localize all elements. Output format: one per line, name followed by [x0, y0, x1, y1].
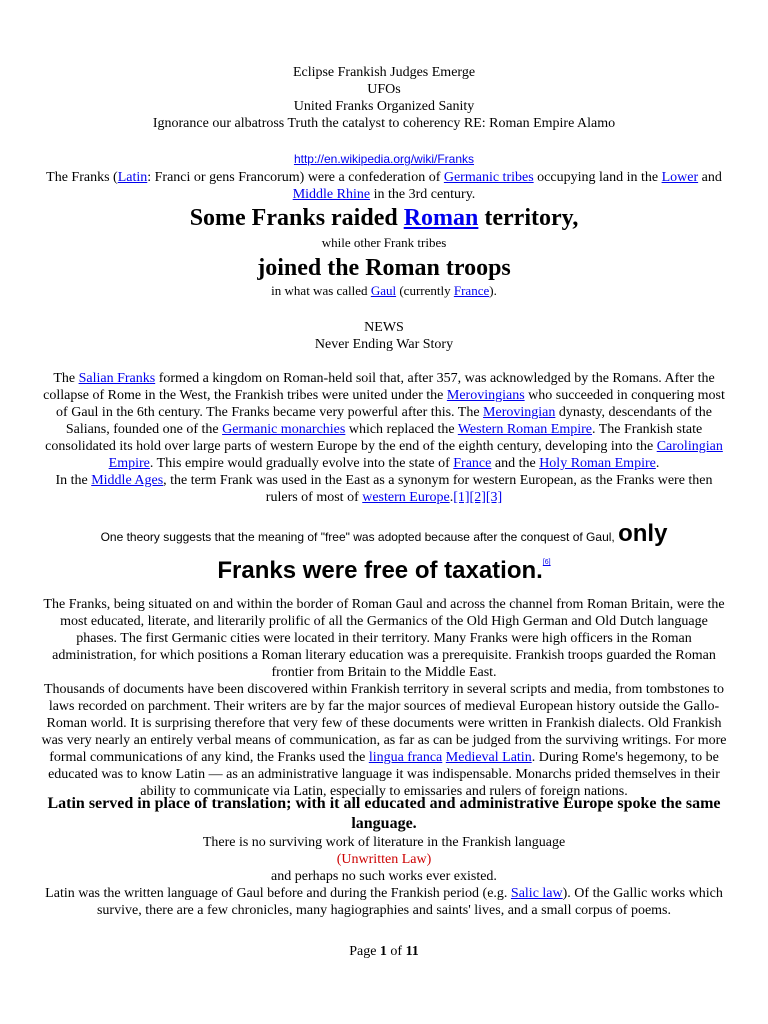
link-lower[interactable]: Lower: [661, 170, 699, 185]
para-text: The Franks, being situated on and within the border of Roman Gaul and across the channel from Roman Britain, were the most educated, literate, and literarily prolific of all the Germanics of the Old High German and Old Dutch language phases. The first Germanic cities were located in their territory. Many Franks were high officers in the Roman administration, for which positions a Roman literary education was a prerequisite. Frankish troops guarded the Roman frontier from Britain to the Middle East.: [43, 597, 725, 680]
para-text: who succeeded in conquering most of Gaul in the 6th century. The Franks became very powerful after this. The: [56, 388, 725, 420]
document-header: [40, 64, 728, 132]
page-number: 1: [379, 944, 387, 959]
para-text: Thousands of documents have been discovered within Frankish territory in several scripts and media, from tombstones to laws recorded on parchment. Their writers are by far the major sources of medieval European history outside the Gallo-Roman world. It is surprising therefore that very few of these documents were written in Frankish dialects. Old Frankish was very nearly an entirely verbal means of communication, as far as can be judged from the surviving writings. For more formal communications of any kind, the Franks used the: [41, 682, 727, 765]
ref-1[interactable]: [1]: [453, 490, 470, 505]
link-latin[interactable]: Latin: [117, 170, 148, 185]
ref-6[interactable]: [6]: [542, 559, 551, 566]
header-line-1: Eclipse Frankish Judges Emerge: [292, 65, 476, 80]
intro-text: : Franci or gens Francorum) were a confederation of: [147, 170, 444, 185]
para-line: and perhaps no such works ever existed.: [271, 869, 497, 884]
link-france[interactable]: France: [453, 283, 490, 298]
link-lingua-franca[interactable]: lingua franca: [368, 750, 443, 765]
link-merovingians[interactable]: Merovingians: [446, 388, 525, 403]
para-text: . During Rome's hegemony, to be educated was to know Latin — as an administrative language it was indispensable. Monarchs prided themselves in their ability to communicate via Latin, especially to emissaries and rulers of foreign nations.: [48, 750, 720, 799]
page-total: 11: [405, 944, 419, 959]
link-medieval-latin[interactable]: Medieval Latin: [445, 750, 532, 765]
ref-2[interactable]: [2]: [469, 490, 486, 505]
intro-text: and: [698, 170, 722, 185]
link-germanic-monarchies[interactable]: Germanic monarchies: [222, 422, 346, 437]
intro-paragraph: [40, 169, 728, 203]
link-salian-franks[interactable]: Salian Franks: [78, 371, 156, 386]
para-text: .: [449, 490, 454, 505]
para-text: In the: [55, 473, 92, 488]
link-merovingian[interactable]: Merovingian: [483, 405, 556, 420]
subline-other-tribes: while other Frank tribes: [321, 235, 447, 250]
para-text: , the term Frank was used in the East as a synonym for western European, as the Franks were then rulers of most of: [163, 473, 713, 505]
link-middle-ages[interactable]: Middle Ages: [91, 473, 164, 488]
news-subtitle: Never Ending War Story: [314, 337, 454, 352]
header-line-3: United Franks Organized Sanity: [293, 99, 475, 114]
para-text: Latin was the written language of Gaul before and during the Frankish period (e.g.: [45, 886, 511, 901]
para-text: . This empire would gradually evolve into the state of: [149, 456, 454, 471]
intro-text: The Franks (: [46, 170, 118, 185]
taxation-text: Franks were free of taxation.: [217, 557, 543, 584]
link-germanic-tribes[interactable]: Germanic tribes: [443, 170, 534, 185]
subline-gaul: [40, 283, 728, 299]
unwritten-law-note: (Unwritten Law): [336, 852, 432, 867]
para-text: dynasty, descendants of the Salians, founded one of the: [65, 405, 712, 437]
link-roman[interactable]: Roman: [403, 205, 479, 231]
headline-raided: [40, 203, 728, 233]
link-salic-law[interactable]: Salic law: [510, 886, 563, 901]
para-line: There is no surviving work of literature in the Frankish language: [202, 835, 566, 850]
paragraph-salian-franks: [40, 370, 728, 506]
source-url-line: [40, 152, 728, 167]
subline-text: (currently: [396, 283, 454, 298]
para-text: . The Frankish state consolidated its hold over large parts of western Europe by the end of the eighth century, developing into the: [45, 422, 703, 454]
intro-text: occupying land in the: [533, 170, 662, 185]
page-label: Page: [349, 944, 380, 959]
headline-text: Some Franks raided: [189, 205, 404, 231]
para-line: [40, 885, 728, 919]
para-text: and the: [491, 456, 540, 471]
link-western-roman-empire[interactable]: Western Roman Empire: [457, 422, 592, 437]
link-france-state[interactable]: France: [453, 456, 492, 471]
header-line-4: Ignorance our albatross Truth the catalyst to coherency RE: Roman Empire Alamo: [152, 116, 616, 131]
intro-text: in the 3rd century.: [370, 187, 476, 202]
para-text: ). Of the Gallic works which survive, there are a few chronicles, many hagiographies and saints' lives, and a small corpus of poems.: [96, 886, 723, 918]
news-label: NEWS: [364, 320, 404, 335]
source-url-link[interactable]: http://en.wikipedia.org/wiki/Franks: [293, 152, 475, 166]
ref-3[interactable]: [3]: [485, 490, 503, 505]
link-middle-rhine[interactable]: Middle Rhine: [292, 187, 371, 202]
para-text: The: [53, 371, 79, 386]
header-line-2: UFOs: [367, 82, 401, 97]
subline-text: ).: [489, 283, 497, 298]
para-text: formed a kingdom on Roman-held soil that, after 357, was acknowledged by the Romans. After the collapse of Rome in the West, the Frankish tribes were united under the: [43, 371, 715, 403]
paragraph-no-literature: [40, 834, 728, 919]
news-heading: [40, 319, 728, 353]
link-gaul[interactable]: Gaul: [370, 283, 397, 298]
page-footer: [40, 944, 728, 960]
theory-line: [40, 520, 728, 548]
paragraph-franks-educated: [40, 596, 728, 800]
headline-taxation: [40, 548, 728, 586]
of-label: of: [386, 944, 406, 959]
theory-text: One theory suggests that the meaning of "free" was adopted because after the conquest of Gaul,: [100, 530, 619, 544]
headline-latin-served: Latin served in place of translation; with it all educated and administrative Europe spoke the same language.: [47, 795, 721, 832]
para-text: .: [655, 456, 660, 471]
link-holy-roman-empire[interactable]: Holy Roman Empire: [539, 456, 656, 471]
subline-text: in what was called: [271, 283, 371, 298]
headline-joined: joined the Roman troops: [257, 255, 511, 281]
link-western-europe[interactable]: western Europe: [362, 490, 450, 505]
theory-only: only: [618, 520, 668, 547]
para-text: which replaced the: [345, 422, 458, 437]
headline-text: territory,: [478, 205, 579, 231]
link-carolingian-empire[interactable]: Carolingian Empire: [108, 439, 723, 471]
